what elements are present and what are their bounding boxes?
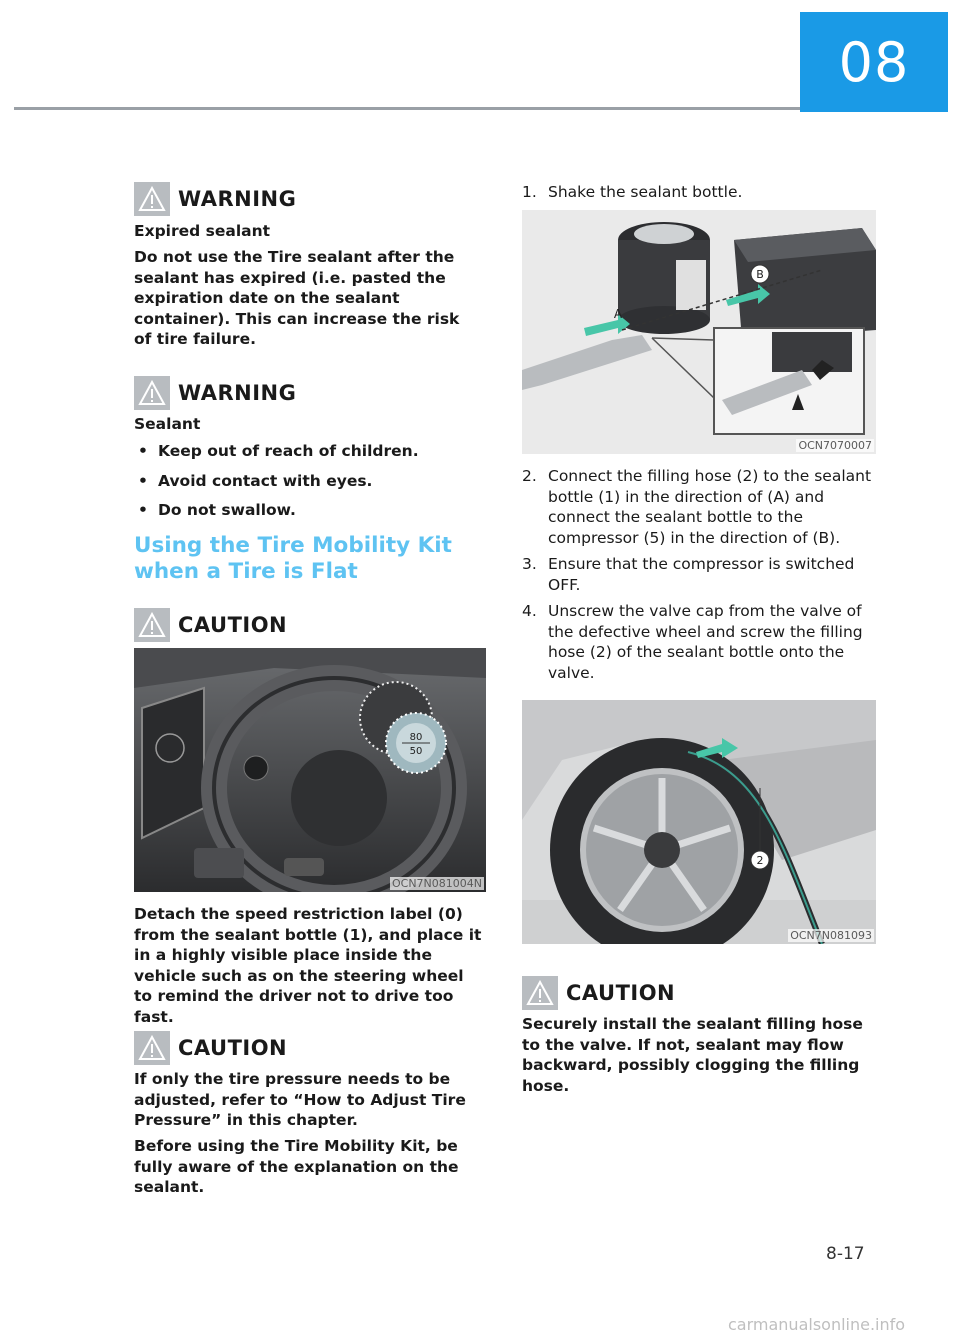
steps-list [522, 466, 876, 689]
caution-heading-1 [134, 608, 287, 642]
sealant-bottle-illustration [522, 210, 876, 454]
steering-wheel-figure [134, 648, 486, 892]
watermark: carmanualsonline.info [728, 1315, 906, 1334]
step-number: 1. [522, 183, 537, 201]
list-item: • Do not swallow. [134, 500, 486, 521]
section-title: Using the Tire Mobility Kit when a Tire is Flat [134, 533, 452, 584]
caution-body: Securely install the sealant filling hose to the valve. If not, sealant may flow backward, possibly clogging the filling hose. [522, 1015, 863, 1095]
header-rule [14, 107, 800, 110]
figure-code: OCN7N081093 [790, 929, 872, 942]
warning-triangle-icon [134, 608, 170, 642]
caution-title: CAUTION [178, 613, 288, 637]
caution-title: CAUTION [178, 1036, 288, 1060]
step-item [522, 554, 876, 595]
caution-heading-2 [134, 1031, 287, 1065]
label-a: A [613, 307, 623, 321]
warning-bullet-list [134, 441, 486, 530]
speed-label-bottom: 50 [409, 746, 423, 757]
list-item: • Keep out of reach of children. [134, 441, 486, 462]
warning-subtitle: Sealant [134, 415, 201, 433]
warning-heading-1 [134, 182, 296, 216]
step-number: 4. [522, 602, 537, 620]
caution-body: Detach the speed restriction label (0) from the sealant bottle (1), and place it in a highly visible place inside the vehicle such as on the steering wheel to remind the driver not to drive too fast. [134, 905, 482, 1026]
caution-title: CAUTION [566, 981, 676, 1005]
page-number: 8-17 [826, 1244, 865, 1264]
right-column [522, 0, 876, 1095]
sealant-bottle-figure [522, 210, 876, 454]
step-text: Shake the sealant bottle. [548, 183, 743, 201]
step-number: 3. [522, 555, 537, 573]
warning-title: WARNING [178, 381, 297, 405]
warning-heading-2 [134, 376, 296, 410]
chapter-tab [800, 12, 948, 112]
step-item [522, 182, 902, 203]
step-item [522, 466, 876, 548]
figure-code: OCN7070007 [798, 439, 872, 452]
warning-triangle-icon [522, 976, 558, 1010]
figure-code: OCN7N081004N [391, 877, 482, 890]
wheel-figure [522, 700, 876, 944]
warning-subtitle: Expired sealant [134, 222, 271, 240]
label-b: B [756, 268, 764, 281]
steering-wheel-illustration [134, 648, 486, 892]
list-item: • Avoid contact with eyes. [134, 471, 486, 492]
warning-triangle-icon [134, 182, 170, 216]
step-text: Connect the filling hose (2) to the sealant bottle (1) in the direction of (A) and connect the sealant bottle to the compressor (5) in the direction of (B). [548, 467, 872, 547]
speed-label-top: 80 [409, 732, 423, 743]
step-text: Unscrew the valve cap from the valve of the defective wheel and screw the filling hose (2) of the sealant bottle onto the valve. [548, 602, 863, 682]
caution-paragraph-2: Before using the Tire Mobility Kit, be fully aware of the explanation on the sealant. [134, 1137, 459, 1196]
warning-title: WARNING [178, 187, 297, 211]
label-2: 2 [756, 854, 764, 867]
warning-body: Do not use the Tire sealant after the sealant has expired (i.e. pasted the expiration date on the sealant container). This can increase the risk of tire failure. [134, 248, 460, 348]
caution-heading-3 [522, 976, 675, 1010]
warning-triangle-icon [134, 376, 170, 410]
step-text: Ensure that the compressor is switched OFF. [548, 555, 855, 594]
caution-paragraph-1: If only the tire pressure needs to be adjusted, refer to “How to Adjust Tire Pressure” in this chapter. [134, 1070, 466, 1129]
step-number: 2. [522, 467, 537, 485]
chapter-number: 08 [838, 30, 910, 94]
wheel-illustration [522, 700, 876, 944]
step-item [522, 601, 876, 683]
warning-triangle-icon [134, 1031, 170, 1065]
